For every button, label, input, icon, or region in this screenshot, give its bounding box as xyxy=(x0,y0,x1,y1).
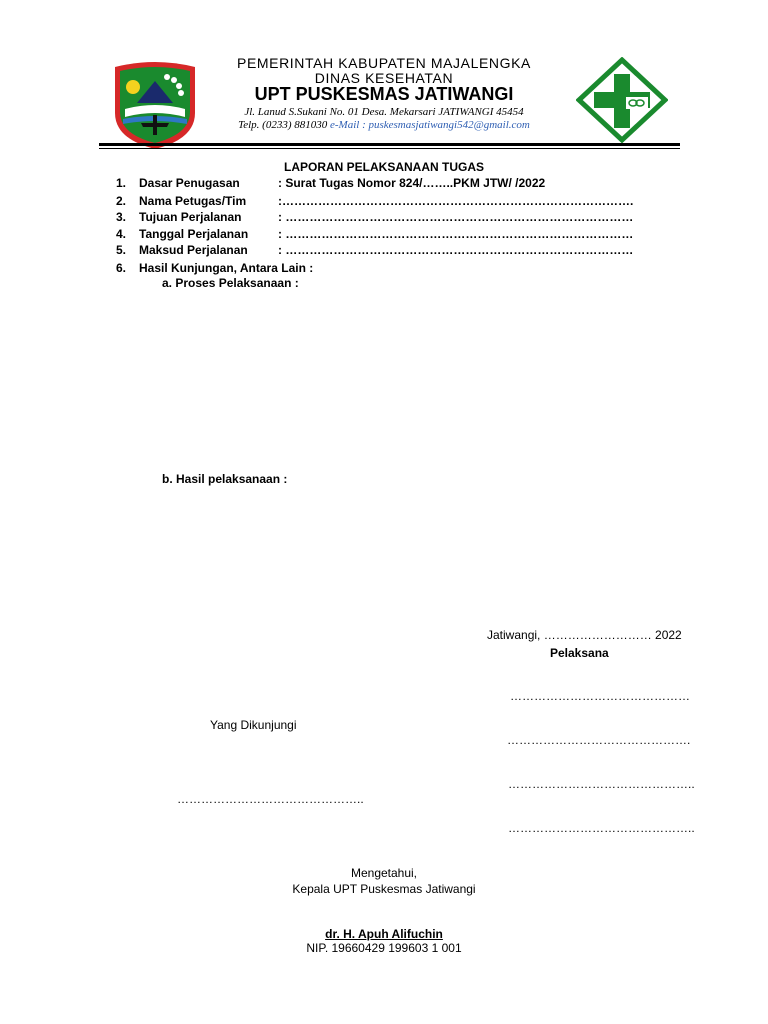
header-contact xyxy=(0,119,768,131)
yang-dikunjungi-label: Yang Dikunjungi xyxy=(210,718,297,732)
item-number: 6. xyxy=(116,261,127,275)
item-number: 1. xyxy=(116,176,127,190)
item-value: : …………………………………………………………………………… xyxy=(278,243,634,257)
signature-line: ……………………………………… xyxy=(510,689,690,703)
item-label: Tujuan Perjalanan xyxy=(139,210,242,224)
signature-line: ……………………………………….. xyxy=(508,821,695,835)
signature-line-visited: ……………………………………….. xyxy=(177,792,364,806)
item-number: 5. xyxy=(116,243,127,257)
header-address: Jl. Lanud S.Sukani No. 01 Desa. Mekarsari JATIWANGI 45454 xyxy=(244,106,524,118)
head-name-text: dr. H. Apuh Alifuchin xyxy=(325,927,443,941)
mengetahui-label: Mengetahui, xyxy=(350,866,418,880)
kepala-title: Kepala UPT Puskesmas Jatiwangi xyxy=(292,882,476,896)
item-number: 3. xyxy=(116,210,127,224)
item-value: : …………………………………………………………………………… xyxy=(278,227,634,241)
item-label: Dasar Penugasan xyxy=(139,176,240,190)
header-government: PEMERINTAH KABUPATEN MAJALENGKA xyxy=(237,55,531,71)
place-date: Jatiwangi, ……………………… 2022 xyxy=(487,628,682,642)
item-value: : Surat Tugas Nomor 824/……..PKM JTW/ /2022 xyxy=(278,176,546,190)
header-rule-thick xyxy=(99,143,680,146)
pelaksana-label: Pelaksana xyxy=(550,646,609,660)
signature-line: ………………………………………. xyxy=(507,733,691,747)
sub-item-proses: a. Proses Pelaksanaan : xyxy=(162,276,299,290)
sub-item-hasil: b. Hasil pelaksanaan : xyxy=(162,472,288,486)
header-institution: UPT PUSKESMAS JATIWANGI xyxy=(254,84,514,104)
item-label: Nama Petugas/Tim xyxy=(139,194,247,208)
header-phone: Telp. (0233) 881030 xyxy=(238,119,330,131)
item-label: Hasil Kunjungan, Antara Lain : xyxy=(139,261,314,275)
item-number: 4. xyxy=(116,227,127,241)
item-label: Tanggal Perjalanan xyxy=(139,227,249,241)
header-department: DINAS KESEHATAN xyxy=(314,70,454,86)
item-label: Maksud Perjalanan xyxy=(139,243,248,257)
report-title: LAPORAN PELAKSANAAN TUGAS xyxy=(283,160,484,174)
header-email[interactable]: e-Mail : puskesmasjatiwangi542@gmail.com xyxy=(330,119,530,131)
header-rule-thin xyxy=(99,148,680,149)
item-value: :……………………………………………………………………………. xyxy=(278,194,634,208)
head-name xyxy=(0,927,768,941)
head-nip: NIP. 19660429 199603 1 001 xyxy=(306,941,462,955)
signature-line: ……………………………………….. xyxy=(508,777,695,791)
item-value: : …………………………………………………………………………… xyxy=(278,210,634,224)
item-number: 2. xyxy=(116,194,127,208)
